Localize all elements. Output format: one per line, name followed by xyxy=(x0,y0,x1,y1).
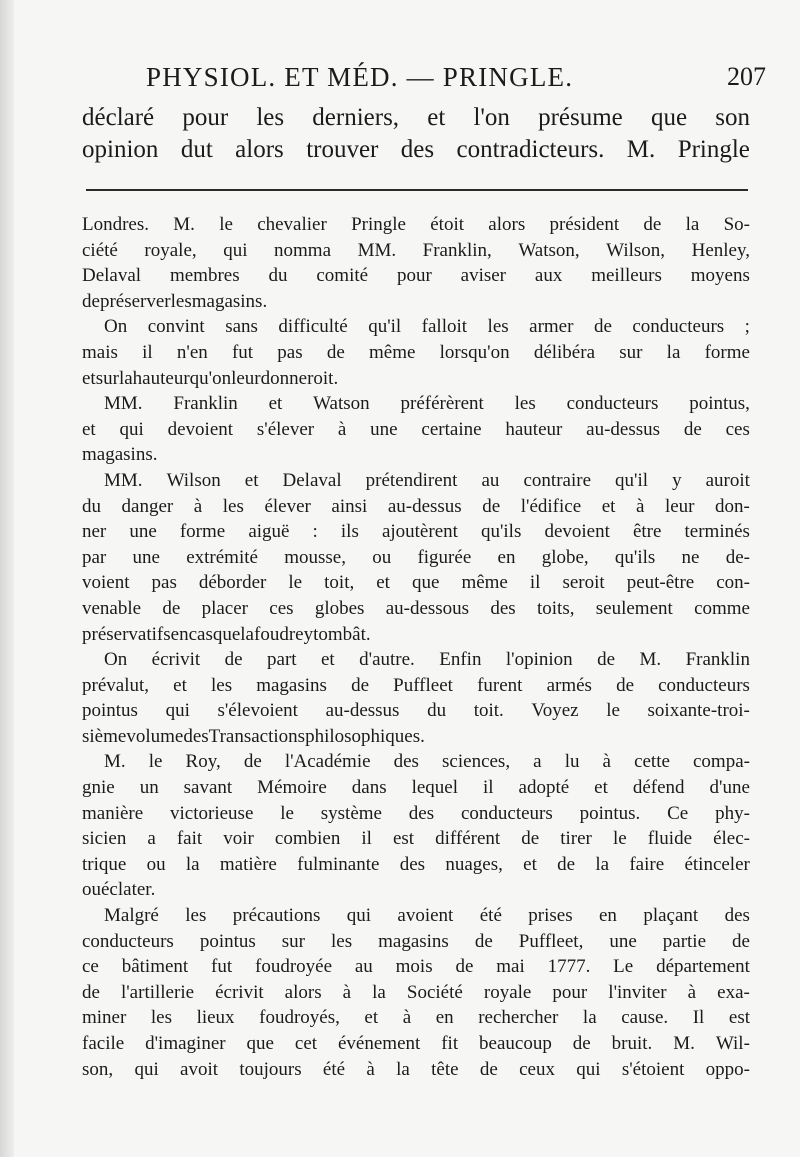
text-line: de préserver les magasins. xyxy=(82,290,268,312)
text-line: préservatifs en cas que la foudre y tombât. xyxy=(82,623,371,645)
main-text-continuation xyxy=(82,102,750,166)
text-line: ner une forme aiguë : ils ajoutèrent qu'ils devoient être terminés xyxy=(82,521,750,543)
footnote-rule xyxy=(86,189,748,191)
paragraph xyxy=(82,647,750,749)
paragraph xyxy=(82,212,750,314)
text-line: Delaval membres du comité pour aviser aux meilleurs moyens xyxy=(82,265,750,287)
text-line: pointus qui s'élevoient au-dessus du toit. Voyez le soixante-troi- xyxy=(82,700,750,722)
paragraph xyxy=(82,314,750,391)
paragraph xyxy=(82,903,750,1082)
page-number: 207 xyxy=(727,62,766,91)
text-line: gnie un savant Mémoire dans lequel il adopté et défend d'une xyxy=(82,777,750,799)
text-line: sicien a fait voir combien il est différent de tirer le fluide élec- xyxy=(82,828,750,850)
text-line: miner les lieux foudroyés, et à en rechercher la cause. Il est xyxy=(82,1007,750,1029)
text-line: son, qui avoit toujours été à la tête de ceux qui s'étoient oppo- xyxy=(82,1058,750,1080)
text-line: trique ou la matière fulminante des nuages, et de la faire étinceler xyxy=(82,853,750,875)
text-line: du danger à les élever ainsi au-dessus de l'édifice et à leur don- xyxy=(82,495,750,517)
text-line: MM. Franklin et Watson préférèrent les conducteurs pointus, xyxy=(104,393,750,415)
text-line: ciété royale, qui nomma MM. Franklin, Watson, Wilson, Henley, xyxy=(82,239,750,261)
running-title: PHYSIOL. ET MÉD. — PRINGLE. xyxy=(146,62,574,92)
text-line: Londres. M. le chevalier Pringle étoit alors président de la So- xyxy=(82,214,750,235)
text-line: conducteurs pointus sur les magasins de Puffleet, une partie de xyxy=(82,930,750,952)
text-line: déclaré pour les derniers, et l'on présume que son xyxy=(82,104,750,131)
paragraph xyxy=(82,749,750,903)
text-line: manière victorieuse le système des conducteurs pointus. Ce phy- xyxy=(82,802,750,824)
text-line: ce bâtiment fut foudroyée au mois de mai 1777. Le département xyxy=(82,956,750,978)
text-line: opinion dut alors trouver des contradicteurs. M. Pringle xyxy=(82,136,750,163)
text-line: mais il n'en fut pas de même lorsqu'on délibéra sur la forme xyxy=(82,341,750,363)
text-line: venable de placer ces globes au-dessous des toits, seulement comme xyxy=(82,597,750,619)
text-line: On convint sans difficulté qu'il falloit les armer de conducteurs ; xyxy=(104,316,750,338)
text-line: Malgré les précautions qui avoient été prises en plaçant des xyxy=(104,905,750,927)
text-line: MM. Wilson et Delaval prétendirent au contraire qu'il y auroit xyxy=(104,469,750,491)
paragraph xyxy=(82,391,750,468)
text-line: et qui devoient s'élever à une certaine hauteur au-dessus de ces xyxy=(82,418,750,440)
text-line: voient pas déborder le toit, et que même il seroit peut-être con- xyxy=(82,572,750,594)
text-line: par une extrémité mousse, ou figurée en globe, qu'ils ne de- xyxy=(82,546,750,568)
text-line: ou éclater. xyxy=(82,879,156,901)
text-line: On écrivit de part et d'autre. Enfin l'opinion de M. Franklin xyxy=(104,649,750,671)
text-line: magasins. xyxy=(82,444,158,466)
text-line: M. le Roy, de l'Académie des sciences, a lu à cette compa- xyxy=(104,751,750,773)
paragraph xyxy=(82,468,750,647)
footnote-text xyxy=(82,212,750,1082)
text-line: sième volume des Transactions philosophiques. xyxy=(82,725,425,747)
running-head xyxy=(146,62,766,96)
text-line: facile d'imaginer que cet événement fit beaucoup de bruit. M. Wil- xyxy=(82,1033,750,1054)
text-line: prévalut, et les magasins de Puffleet furent armés de conducteurs xyxy=(82,674,750,696)
text-line: de l'artillerie écrivit alors à la Société royale pour l'inviter à exa- xyxy=(82,981,750,1003)
page-edge-shadow xyxy=(0,0,14,1157)
text-line: et sur la hauteur qu'on leur donneroit. xyxy=(82,367,339,389)
